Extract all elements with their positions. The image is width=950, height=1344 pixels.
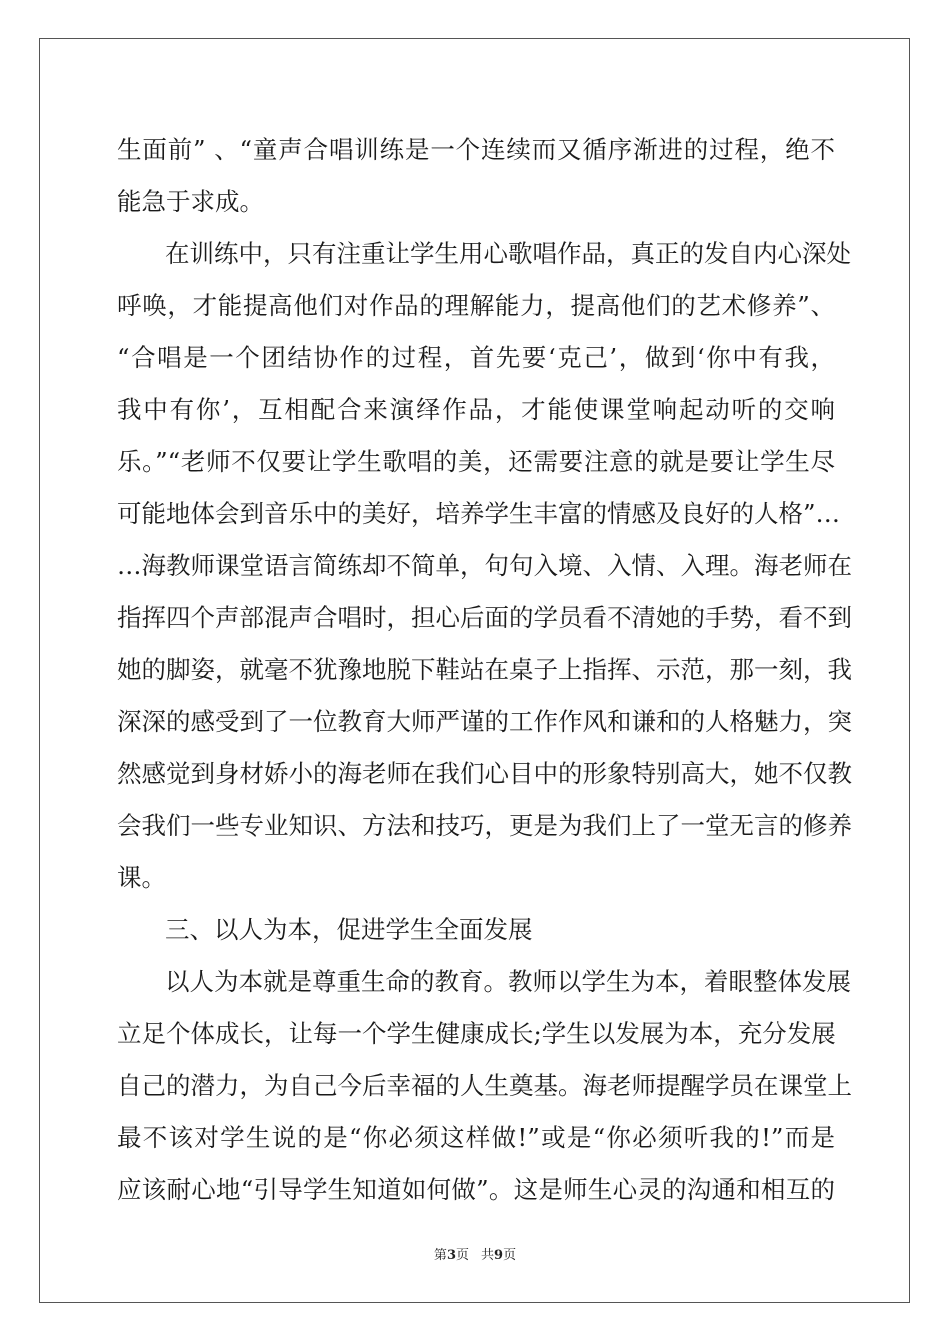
text-line: 深深的感受到了一位教育大师严谨的工作作风和谦和的人格魅力，突: [117, 707, 852, 736]
paragraph-start-line: 以人为本就是尊重生命的教育。教师以学生为本，着眼整体发展: [165, 967, 851, 996]
text-line: 最不该对学生说的是“你必须这样做!”或是“你必须听我的!”而是: [117, 1123, 835, 1152]
text-line: 立足个体成长，让每一个学生健康成长;学生以发展为本，充分发展: [117, 1019, 836, 1048]
page-label-suffix: 页: [455, 1248, 469, 1263]
text-line: 指挥四个声部混声合唱时，担心后面的学员看不清她的手势，看不到: [117, 603, 852, 632]
text-line: 课。: [117, 863, 166, 892]
total-label-suffix: 页: [503, 1248, 517, 1263]
page-footer: [0, 1246, 950, 1266]
text-line: 然感觉到身材娇小的海老师在我们心目中的形象特别高大，她不仅教: [117, 759, 852, 788]
text-line: 会我们一些专业知识、方法和技巧，更是为我们上了一堂无言的修养: [117, 811, 852, 840]
text-line: 应该耐心地“引导学生知道如何做”。这是师生心灵的沟通和相互的: [117, 1175, 835, 1204]
text-line: “合唱是一个团结协作的过程，首先要‘克己’，做到‘你中有我，: [117, 343, 835, 372]
text-line: …海教师课堂语言简练却不简单，句句入境、入情、入理。海老师在: [117, 551, 852, 580]
current-page-number: 3: [446, 1248, 456, 1263]
text-line: 乐。”“老师不仅要让学生歌唱的美，还需要注意的就是要让学生尽: [117, 447, 835, 476]
paragraph-start-line: 在训练中，只有注重让学生用心歌唱作品，真正的发自内心深处: [165, 239, 851, 268]
total-page-count: 9: [494, 1248, 504, 1263]
text-line: 可能地体会到音乐中的美好，培养学生丰富的情感及良好的人格”…: [117, 499, 841, 528]
page-label-prefix: 第: [433, 1248, 447, 1263]
text-line: 自己的潜力，为自己今后幸福的人生奠基。海老师提醒学员在课堂上: [117, 1071, 852, 1100]
text-line: 呼唤，才能提高他们对作品的理解能力，提高他们的艺术修养”、: [117, 291, 835, 320]
text-line: 她的脚姿，就毫不犹豫地脱下鞋站在桌子上指挥、示范，那一刻，我: [117, 655, 852, 684]
section-heading: 三、以人为本，促进学生全面发展: [165, 915, 533, 944]
text-line: 我中有你’，互相配合来演绎作品，才能使课堂响起动听的交响: [117, 395, 835, 424]
text-line: 能急于求成。: [117, 187, 264, 216]
total-label-prefix: 共: [481, 1248, 495, 1263]
text-line: 生面前” 、“童声合唱训练是一个连续而又循序渐进的过程，绝不: [117, 135, 835, 164]
